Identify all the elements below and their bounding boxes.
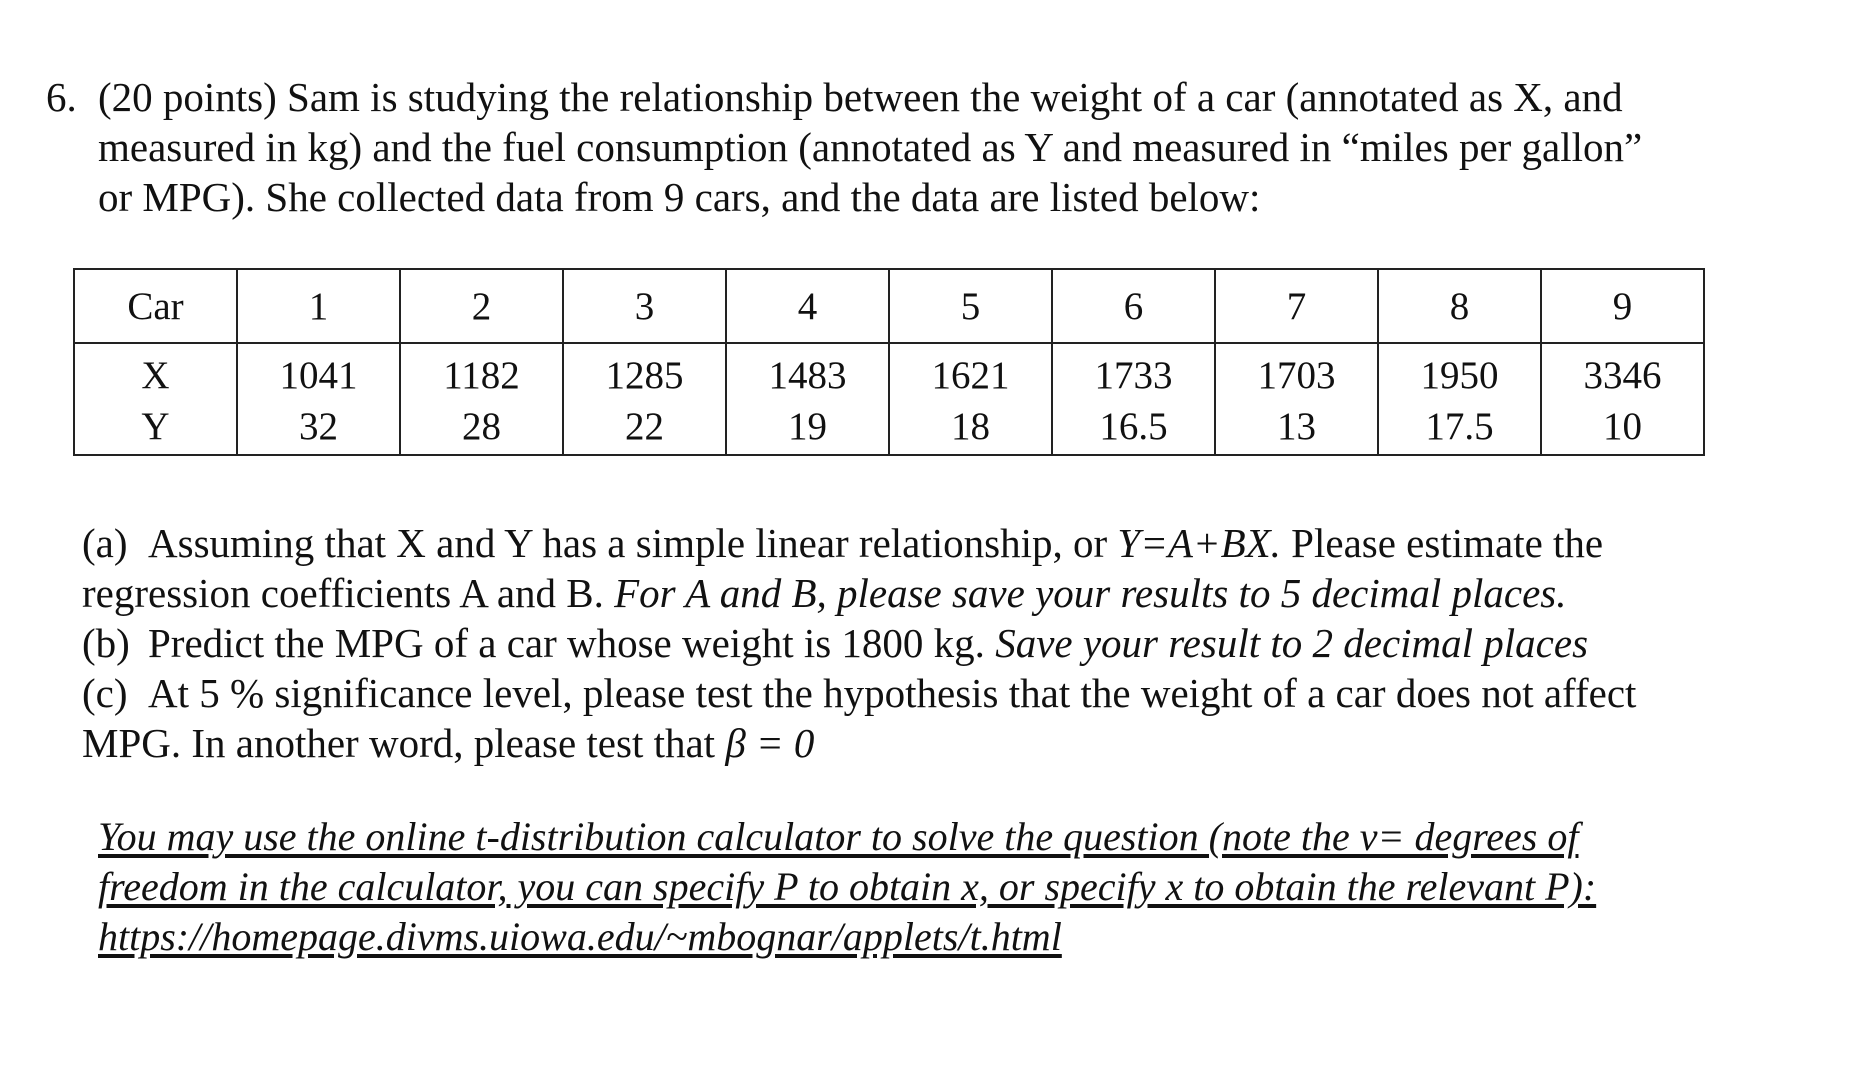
part-b: (b) Predict the MPG of a car whose weight is 1800 kg. Save your result to 2 decimal places bbox=[82, 620, 1589, 666]
part-a-label: (a) bbox=[82, 520, 128, 566]
x-value-cell: 1733 bbox=[1052, 343, 1215, 401]
car-cell: 8 bbox=[1378, 269, 1541, 343]
y-value-cell: 16.5 bbox=[1052, 401, 1215, 455]
question-6 bbox=[46, 72, 1766, 222]
note-line-1: You may use the online t-distribution calculator to solve the question (note the v= degrees of bbox=[98, 814, 1579, 859]
part-a-line-2: regression coefficients A and B. For A and B, please save your results to 5 decimal places. bbox=[82, 570, 1567, 616]
car-cell: 6 bbox=[1052, 269, 1215, 343]
y-value-cell: 22 bbox=[563, 401, 726, 455]
x-value-cell: 1703 bbox=[1215, 343, 1378, 401]
question-line-3: or MPG). She collected data from 9 cars, and the data are listed below: bbox=[98, 174, 1261, 220]
question-line-1: 6. (20 points) Sam is studying the relationship between the weight of a car (annotated as X, and bbox=[46, 74, 1623, 120]
x-value-cell: 3346 bbox=[1541, 343, 1704, 401]
x-value-cell: 1285 bbox=[563, 343, 726, 401]
car-cell: 3 bbox=[563, 269, 726, 343]
question-line-2: measured in kg) and the fuel consumption (annotated as Y and measured in “miles per gallon” bbox=[98, 124, 1643, 170]
x-label-cell: X bbox=[74, 343, 237, 401]
car-cell: 2 bbox=[400, 269, 563, 343]
car-cell: 1 bbox=[237, 269, 400, 343]
table-row-y bbox=[74, 401, 1704, 455]
calculator-note bbox=[98, 812, 1738, 962]
y-value-cell: 28 bbox=[400, 401, 563, 455]
y-value-cell: 13 bbox=[1215, 401, 1378, 455]
car-cell: 7 bbox=[1215, 269, 1378, 343]
question-parts bbox=[82, 518, 1782, 768]
x-value-cell: 1621 bbox=[889, 343, 1052, 401]
car-data-table bbox=[73, 268, 1705, 456]
table-row-x bbox=[74, 343, 1704, 401]
part-a-line-1: (a) Assuming that X and Y has a simple linear relationship, or Y=A+BX. Please estimate the bbox=[82, 520, 1604, 566]
y-value-cell: 18 bbox=[889, 401, 1052, 455]
header-label-cell: Car bbox=[74, 269, 237, 343]
x-value-cell: 1483 bbox=[726, 343, 889, 401]
note-line-2: freedom in the calculator, you can specify P to obtain x, or specify x to obtain the relevant P): bbox=[98, 864, 1597, 909]
part-b-label: (b) bbox=[82, 620, 130, 666]
y-value-cell: 17.5 bbox=[1378, 401, 1541, 455]
question-number: 6. bbox=[46, 74, 77, 120]
x-value-cell: 1041 bbox=[237, 343, 400, 401]
car-cell: 9 bbox=[1541, 269, 1704, 343]
table-header-row bbox=[74, 269, 1704, 343]
part-c-line-1: (c) At 5 % significance level, please test the hypothesis that the weight of a car does not affect bbox=[82, 670, 1637, 716]
y-value-cell: 10 bbox=[1541, 401, 1704, 455]
beta-formula: β = 0 bbox=[725, 720, 815, 766]
y-label-cell: Y bbox=[74, 401, 237, 455]
y-value-cell: 32 bbox=[237, 401, 400, 455]
y-value-cell: 19 bbox=[726, 401, 889, 455]
x-value-cell: 1182 bbox=[400, 343, 563, 401]
calculator-link[interactable]: https://homepage.divms.uiowa.edu/~mbognar/applets/t.html bbox=[98, 914, 1062, 959]
car-cell: 4 bbox=[726, 269, 889, 343]
regression-formula: Y=A+BX. bbox=[1117, 520, 1281, 566]
x-value-cell: 1950 bbox=[1378, 343, 1541, 401]
part-c-label: (c) bbox=[82, 670, 128, 716]
part-c-line-2: MPG. In another word, please test that β = 0 bbox=[82, 720, 815, 766]
car-cell: 5 bbox=[889, 269, 1052, 343]
